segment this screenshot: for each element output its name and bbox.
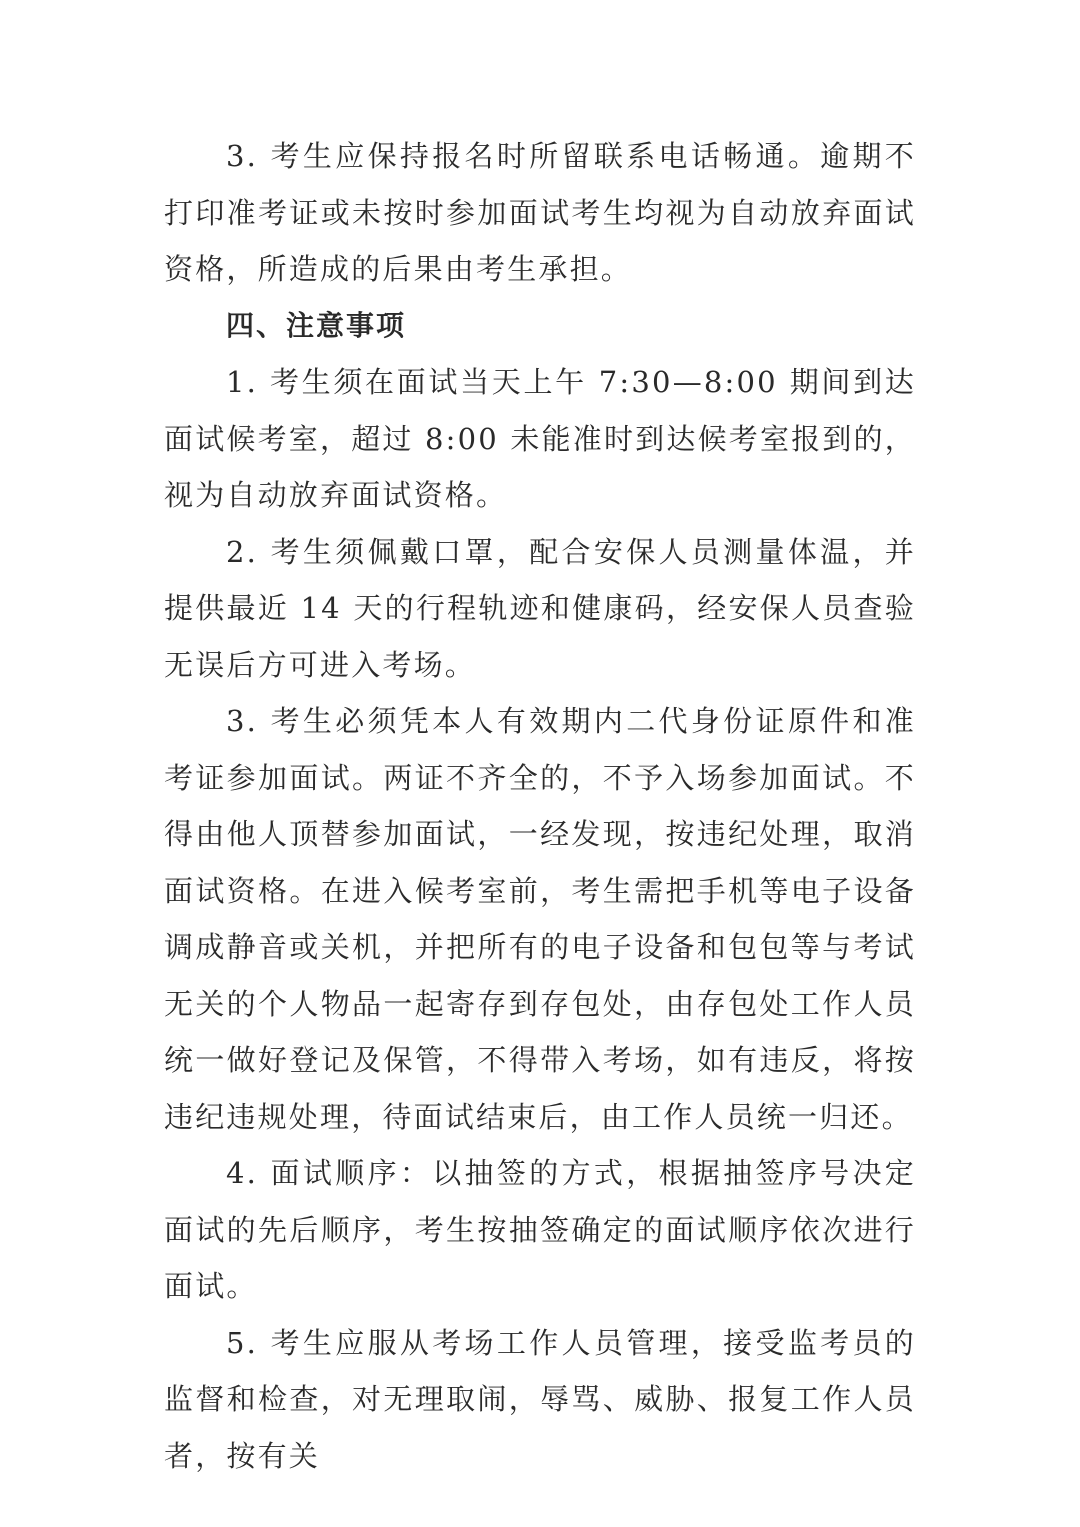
- section-heading-notes: 四、注意事项: [226, 308, 407, 342]
- paragraph-arrival-time: 1. 考生须在面试当天上午 7:30—8:00 期间到达面试候考室，超过 8:00 未能准时到达候考室报到的，视为自动放弃面试资格。: [164, 365, 916, 512]
- paragraph-id-documents: 3. 考生必须凭本人有效期内二代身份证原件和准考证参加面试。两证不齐全的，不予入场参加面试。不得由他人顶替参加面试，一经发现，按违纪处理，取消面试资格。在进入候考室前，考生需把手机等电子设备调成静音或关机，并把所有的电子设备和包包等与考试无关的个人物品一起寄存到存包处，由存包处工作人员统一做好登记及保管，不得带入考场，如有违反，将按违纪违规处理，待面试结束后，由工作人员统一归还。: [164, 704, 916, 1134]
- document-body: [164, 128, 916, 1484]
- paragraph-contact-phone: 3. 考生应保持报名时所留联系电话畅通。逾期不打印准考证或未按时参加面试考生均视为自动放弃面试资格，所造成的后果由考生承担。: [164, 139, 916, 286]
- paragraph-interview-order: 4. 面试顺序：以抽签的方式，根据抽签序号决定面试的先后顺序，考生按抽签确定的面试顺序依次进行面试。: [164, 1156, 916, 1303]
- paragraph-obey-staff: 5. 考生应服从考场工作人员管理，接受监考员的监督和检查，对无理取闹，辱骂、威胁、报复工作人员者，按有关: [164, 1325, 916, 1473]
- paragraph-mask-health-code: 2. 考生须佩戴口罩，配合安保人员测量体温，并提供最近 14 天的行程轨迹和健康码，经安保人员查验无误后方可进入考场。: [164, 534, 916, 682]
